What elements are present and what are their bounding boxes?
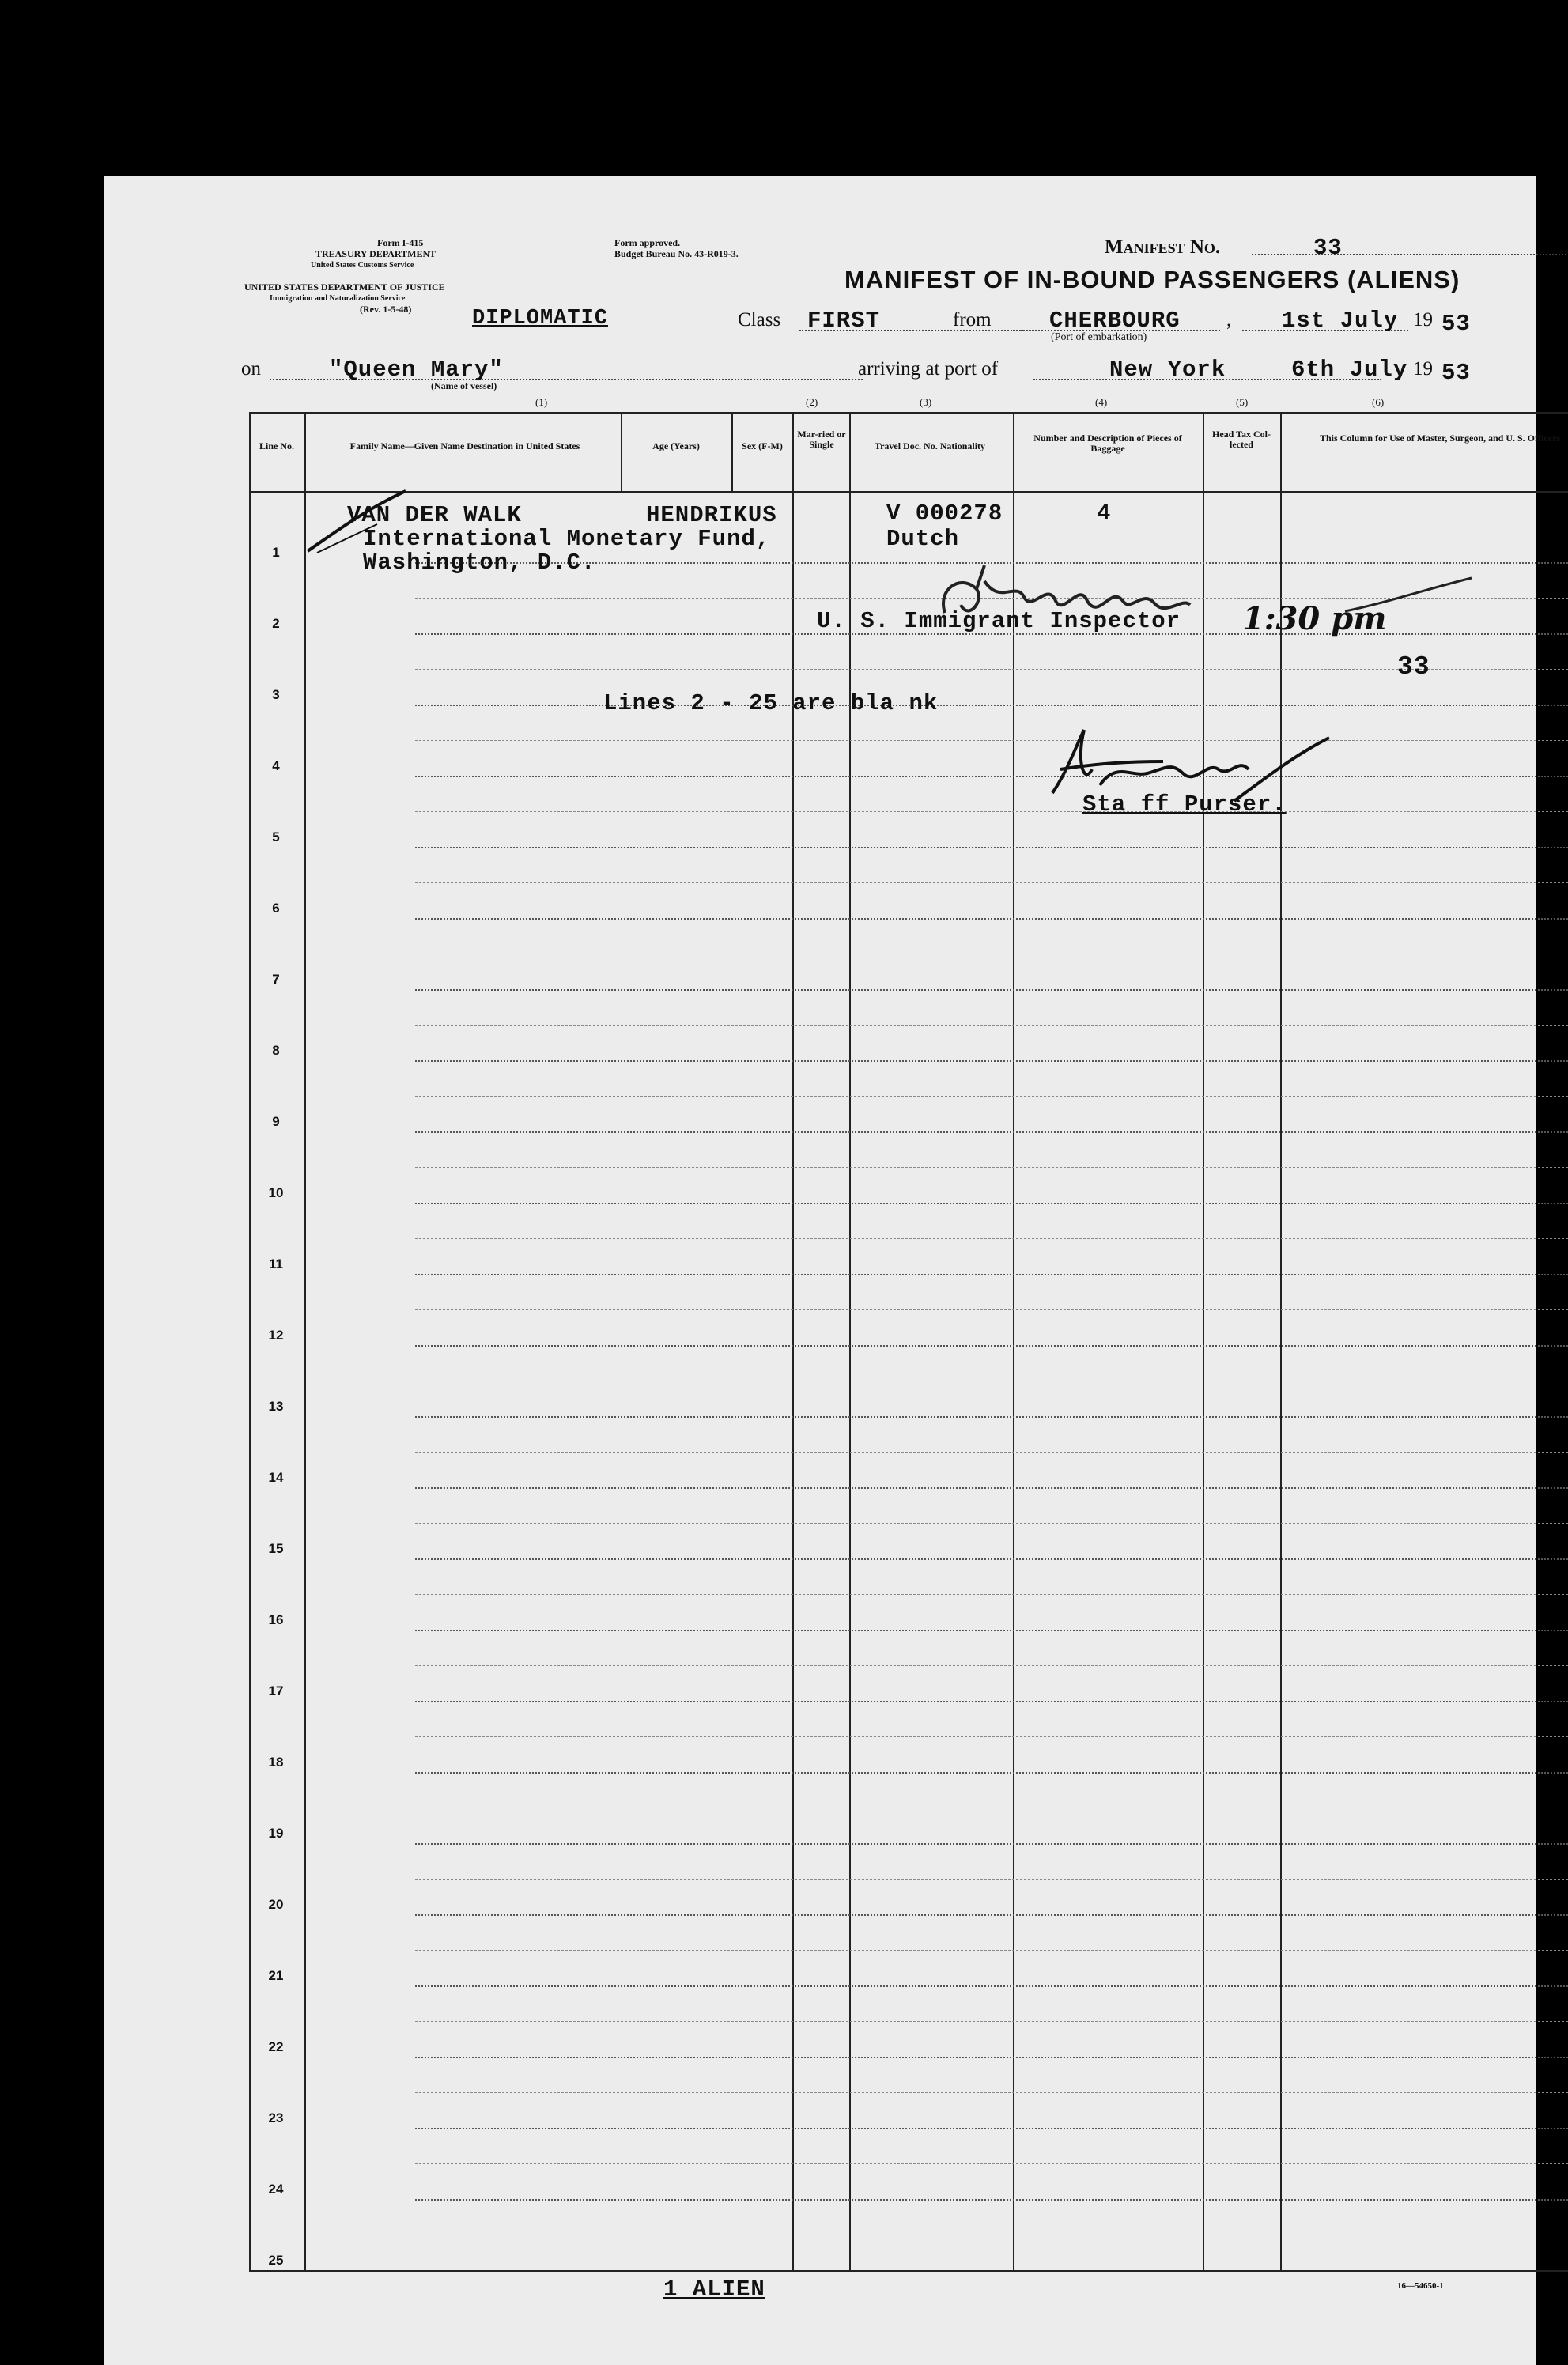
header-baggage: Number and Description of Pieces of Baggage bbox=[1033, 433, 1182, 454]
row-midline bbox=[415, 669, 1568, 670]
row-midline bbox=[415, 1594, 1568, 1595]
row-number: 24 bbox=[268, 2182, 284, 2197]
arriving-label: arriving at port of bbox=[858, 358, 999, 380]
column-number-3: (3) bbox=[920, 396, 932, 408]
age-divider bbox=[621, 412, 622, 491]
table-top-border bbox=[249, 412, 1568, 414]
row-number: 3 bbox=[272, 687, 280, 702]
column-number-1: (1) bbox=[535, 396, 548, 408]
passenger-destination-1: International Monetary Fund, bbox=[363, 526, 771, 552]
row-midline bbox=[415, 1238, 1568, 1239]
class-label: Class bbox=[738, 309, 781, 331]
form-number: Form I-415 bbox=[377, 237, 424, 248]
row-separator bbox=[415, 1558, 1568, 1560]
row-separator bbox=[415, 1630, 1568, 1631]
diplomatic-stamp: DIPLOMATIC bbox=[472, 307, 609, 331]
row-separator bbox=[415, 1772, 1568, 1774]
column-number-4: (4) bbox=[1095, 396, 1108, 408]
passenger-given-name: HENDRIKUS bbox=[646, 502, 777, 528]
headtax-divider bbox=[1203, 412, 1204, 2272]
row-number: 6 bbox=[272, 901, 280, 916]
row-number: 22 bbox=[268, 2039, 284, 2054]
manifest-title: MANIFEST OF IN-BOUND PASSENGERS (ALIENS) bbox=[844, 266, 1460, 293]
row-midline bbox=[415, 811, 1568, 812]
row-midline bbox=[415, 1167, 1568, 1168]
row-number: 20 bbox=[268, 1897, 284, 1912]
row-number: 25 bbox=[268, 2253, 284, 2268]
arrive-year-prefix: 19 bbox=[1413, 358, 1433, 380]
row-separator bbox=[415, 847, 1568, 848]
row-separator bbox=[415, 1131, 1568, 1133]
vessel-caption: (Name of vessel) bbox=[431, 380, 497, 391]
blank-lines-note: Lines 2 - 25 are bla nk bbox=[603, 690, 939, 716]
table-bottom-border bbox=[249, 2270, 1568, 2272]
row-separator bbox=[415, 2199, 1568, 2201]
row-separator bbox=[415, 918, 1568, 920]
header-sex: Sex (F-M) bbox=[742, 440, 783, 451]
header-officers: This Column for Use of Master, Surgeon, and U. S. Officers bbox=[1319, 433, 1560, 444]
row-midline bbox=[415, 2092, 1568, 2093]
column-number-6: (6) bbox=[1372, 396, 1385, 408]
manifest-no-label: Manifest No. bbox=[1105, 236, 1221, 258]
row-midline bbox=[415, 1309, 1568, 1310]
comma: , bbox=[1226, 309, 1232, 331]
row-midline bbox=[415, 1025, 1568, 1026]
header-age: Age (Years) bbox=[652, 440, 700, 451]
row-midline bbox=[415, 882, 1568, 883]
row-midline bbox=[415, 1950, 1568, 1951]
manifest-page bbox=[104, 176, 1560, 2365]
row-number: 23 bbox=[268, 2110, 284, 2125]
rev-label: (Rev. 1-5-48) bbox=[360, 304, 412, 315]
row-separator bbox=[415, 1416, 1568, 1418]
row-separator bbox=[415, 1203, 1568, 1204]
header-line-no: Line No. bbox=[259, 440, 294, 451]
row-separator bbox=[415, 989, 1568, 991]
header-travel-doc: Travel Doc. No. Nationality bbox=[874, 440, 986, 451]
baggage-count: 4 bbox=[1097, 501, 1112, 527]
inspector-signature bbox=[929, 557, 1230, 644]
row-number: 10 bbox=[268, 1185, 284, 1200]
row-number: 15 bbox=[268, 1541, 284, 1556]
immigrant-inspector: U. S. Immigrant Inspector bbox=[817, 608, 1181, 634]
row-separator bbox=[415, 1345, 1568, 1347]
row-separator bbox=[415, 1060, 1568, 1062]
line-no-divider bbox=[304, 412, 306, 2272]
row-midline bbox=[415, 1879, 1568, 1880]
staff-purser: Sta ff Purser. bbox=[1082, 791, 1287, 818]
baggage-divider bbox=[1013, 412, 1014, 2272]
row-number: 5 bbox=[272, 829, 280, 844]
header-married: Mar-ried or Single bbox=[797, 429, 846, 450]
nationality: Dutch bbox=[886, 526, 960, 552]
row-number: 17 bbox=[268, 1683, 284, 1698]
row-separator bbox=[415, 1985, 1568, 1987]
row-number: 4 bbox=[272, 758, 280, 773]
row-number: 18 bbox=[268, 1755, 284, 1770]
row-separator bbox=[415, 2128, 1568, 2129]
arrival-port: New York bbox=[1109, 357, 1226, 383]
row-separator bbox=[415, 705, 1568, 706]
row-number: 19 bbox=[268, 1826, 284, 1841]
row-separator bbox=[415, 1843, 1568, 1845]
time-scribble bbox=[1337, 572, 1479, 619]
form-approved: Form approved. bbox=[614, 237, 681, 248]
alien-total: 1 ALIEN bbox=[663, 2276, 765, 2303]
row-midline bbox=[415, 2021, 1568, 2022]
row-number: 7 bbox=[272, 972, 280, 987]
ins-label: Immigration and Naturalization Service bbox=[270, 294, 406, 303]
depart-date: 1st July bbox=[1282, 308, 1399, 334]
row-separator bbox=[415, 1487, 1568, 1489]
sex-divider bbox=[731, 412, 733, 491]
row-separator bbox=[415, 2057, 1568, 2058]
port-embarkation-caption: (Port of embarkation) bbox=[1051, 331, 1147, 343]
arrival-date: 6th July bbox=[1291, 357, 1408, 383]
print-code: 16—54650-1 bbox=[1397, 2281, 1444, 2291]
from-label: from bbox=[953, 309, 992, 331]
header-bottom-border bbox=[249, 491, 1568, 493]
from-value: CHERBOURG bbox=[1049, 308, 1181, 334]
row-number: 1 bbox=[272, 545, 280, 560]
customs-service: United States Customs Service bbox=[311, 261, 414, 270]
row-separator bbox=[415, 1914, 1568, 1916]
row-number: 9 bbox=[272, 1114, 280, 1129]
treasury-department: TREASURY DEPARTMENT bbox=[315, 248, 436, 259]
budget-bureau: Budget Bureau No. 43-R019-3. bbox=[614, 248, 739, 259]
row-midline bbox=[415, 1523, 1568, 1524]
handwritten-time: 1:30 pm bbox=[1242, 600, 1387, 637]
justice-department: UNITED STATES DEPARTMENT OF JUSTICE bbox=[244, 281, 445, 293]
row-number: 12 bbox=[268, 1328, 284, 1343]
row-number: 13 bbox=[268, 1399, 284, 1414]
row-midline bbox=[415, 2163, 1568, 2164]
row-number: 16 bbox=[268, 1612, 284, 1627]
travel-doc-number: V 000278 bbox=[886, 501, 1003, 527]
manifest-number: 33 bbox=[1313, 235, 1343, 261]
passenger-destination-2: Washington, D.C. bbox=[363, 550, 596, 576]
row-number: 21 bbox=[268, 1968, 284, 1983]
row-separator bbox=[415, 776, 1568, 777]
table-left-border bbox=[249, 412, 251, 2272]
officers-divider bbox=[1280, 412, 1282, 2272]
arrival-year: 53 bbox=[1441, 360, 1471, 386]
column-number-2: (2) bbox=[806, 396, 818, 408]
depart-year: 53 bbox=[1441, 311, 1471, 337]
manifest-no-line bbox=[1252, 254, 1568, 255]
margin-number: 33 bbox=[1397, 652, 1430, 682]
column-number-5: (5) bbox=[1236, 396, 1249, 408]
header-head-tax: Head Tax Col-lected bbox=[1211, 429, 1271, 450]
row-separator bbox=[415, 1701, 1568, 1702]
vessel-name: "Queen Mary" bbox=[329, 357, 504, 383]
row-midline bbox=[415, 1452, 1568, 1453]
row-number: 11 bbox=[269, 1256, 283, 1271]
row-midline bbox=[415, 1736, 1568, 1737]
row-midline bbox=[415, 1096, 1568, 1097]
row-number: 2 bbox=[272, 616, 280, 631]
row-number: 8 bbox=[272, 1043, 280, 1058]
row-separator bbox=[415, 1274, 1568, 1275]
header-name: Family Name—Given Name Destination in United States bbox=[349, 440, 580, 451]
row-number: 14 bbox=[268, 1470, 284, 1485]
on-label: on bbox=[241, 358, 261, 380]
passenger-family-name: VAN DER WALK bbox=[347, 502, 522, 528]
row-midline bbox=[415, 1665, 1568, 1666]
depart-year-prefix: 19 bbox=[1413, 309, 1433, 331]
row-midline bbox=[415, 740, 1568, 741]
class-value: FIRST bbox=[807, 308, 881, 334]
crossout-mark bbox=[301, 486, 412, 557]
